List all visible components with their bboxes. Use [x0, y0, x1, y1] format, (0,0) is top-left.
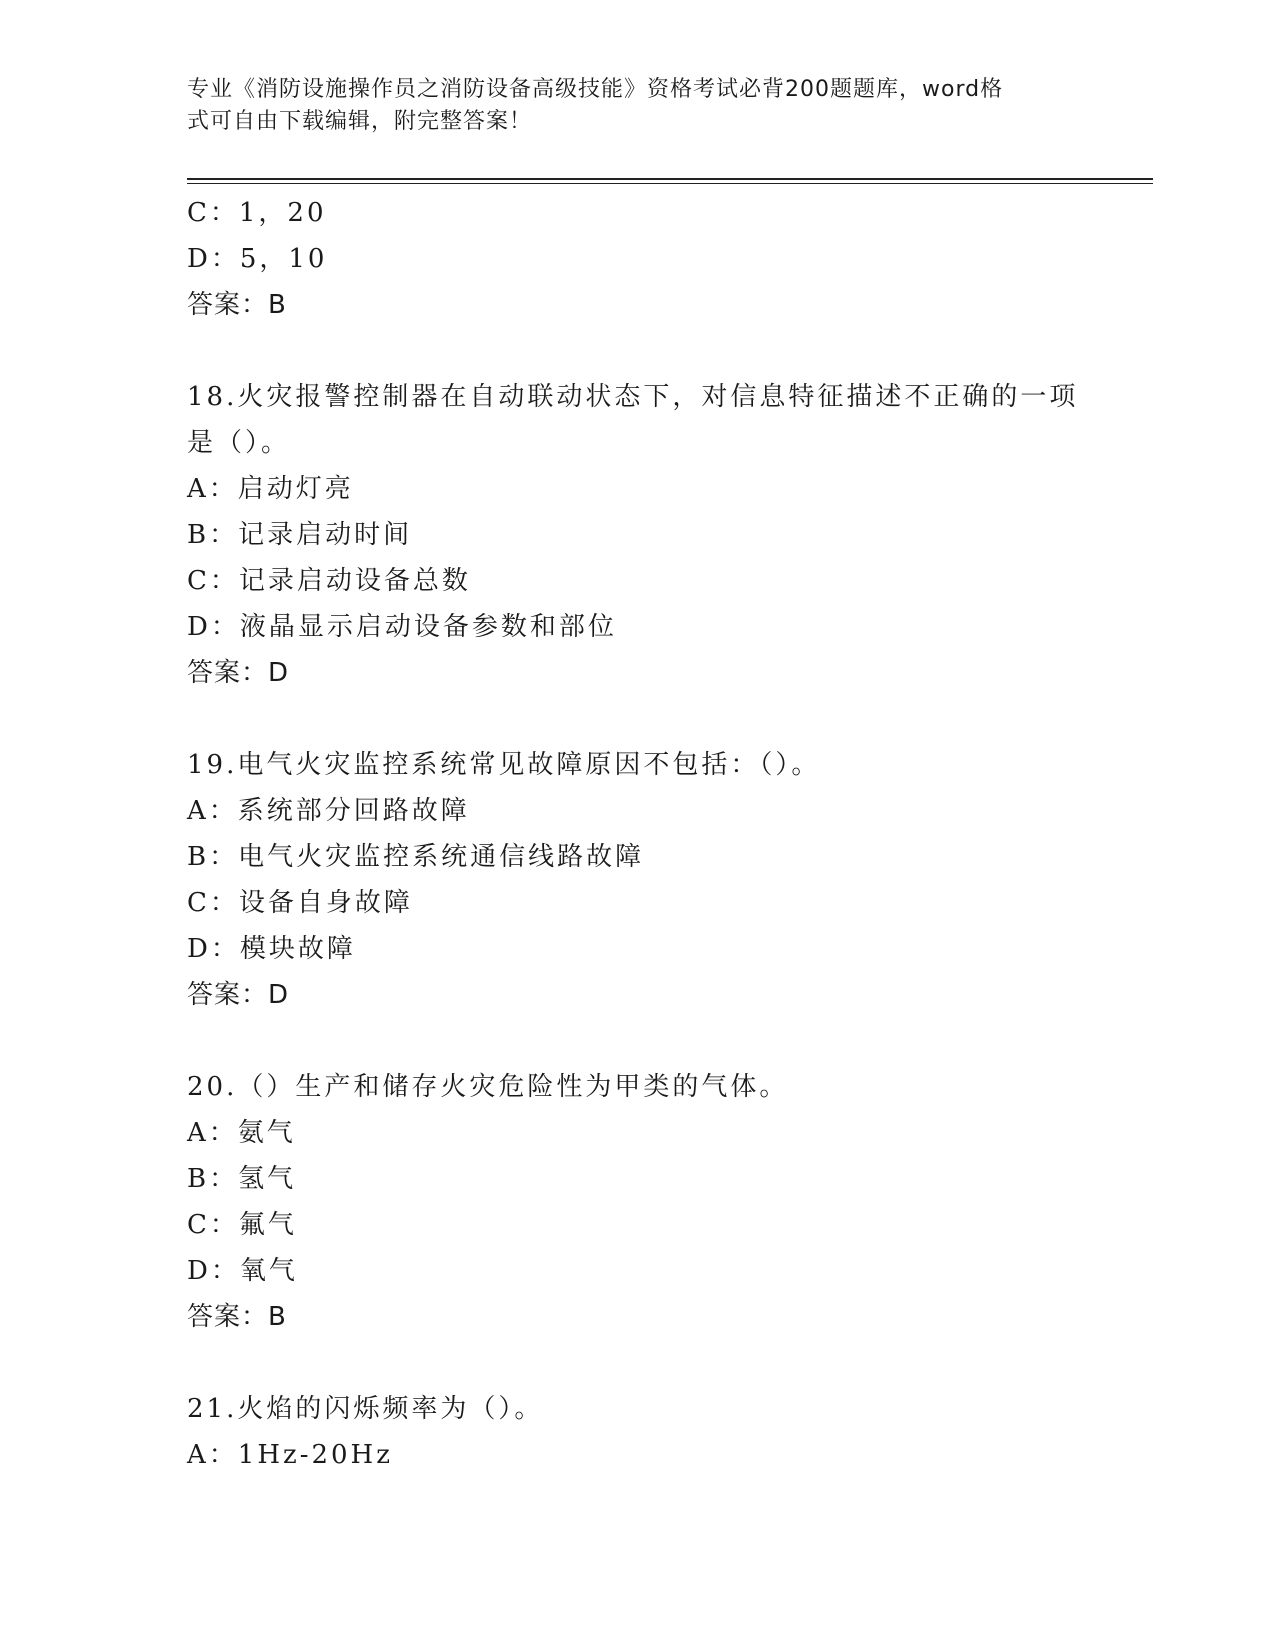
header-divider-thin — [187, 183, 1153, 184]
option-c: C：氟气 — [187, 1210, 297, 1240]
header-divider-thick — [187, 178, 1153, 180]
header-line-2: 式可自由下载编辑，附完整答案！ — [187, 109, 533, 134]
question-18 — [187, 374, 1087, 696]
spacer — [187, 1018, 1087, 1064]
option-b: B：电气火灾监控系统通信线路故障 — [187, 842, 645, 872]
answer-line: 答案：D — [187, 658, 290, 688]
question-19 — [187, 742, 1087, 1018]
answer-line: 答案：B — [187, 290, 287, 320]
option-d: D：氧气 — [187, 1256, 298, 1286]
option-a: A：启动灯亮 — [187, 474, 354, 504]
document-header — [187, 74, 1067, 138]
option-a: A：系统部分回路故障 — [187, 796, 470, 826]
option-b: B：记录启动时间 — [187, 520, 413, 550]
option-a: A：氨气 — [187, 1118, 296, 1148]
spacer — [187, 328, 1087, 374]
answer-line: 答案：B — [187, 1302, 287, 1332]
question-17-tail — [187, 190, 1087, 328]
option-b: B：氢气 — [187, 1164, 297, 1194]
header-line-1: 专业《消防设施操作员之消防设备高级技能》资格考试必背200题题库，word格 — [187, 77, 1004, 102]
option-c: C：记录启动设备总数 — [187, 566, 471, 596]
option-a: A：1Hz-20Hz — [187, 1440, 393, 1470]
question-list — [187, 190, 1087, 1478]
option-c: C：1，20 — [187, 198, 327, 228]
question-stem: 21.火焰的闪烁频率为（）。 — [187, 1394, 544, 1424]
question-stem: 19.电气火灾监控系统常见故障原因不包括：（）。 — [187, 750, 821, 780]
option-d: D：5，10 — [187, 244, 328, 274]
option-d: D：模块故障 — [187, 934, 356, 964]
spacer — [187, 696, 1087, 742]
option-c: C：设备自身故障 — [187, 888, 413, 918]
question-stem: 20.（）生产和储存火灾危险性为甲类的气体。 — [187, 1072, 789, 1102]
question-21 — [187, 1386, 1087, 1478]
question-stem-continued: 是（）。 — [187, 428, 291, 458]
question-stem: 18.火灾报警控制器在自动联动状态下，对信息特征描述不正确的一项 — [187, 382, 1079, 412]
question-20 — [187, 1064, 1087, 1340]
spacer — [187, 1340, 1087, 1386]
answer-line: 答案：D — [187, 980, 290, 1010]
option-d: D：液晶显示启动设备参数和部位 — [187, 612, 617, 642]
